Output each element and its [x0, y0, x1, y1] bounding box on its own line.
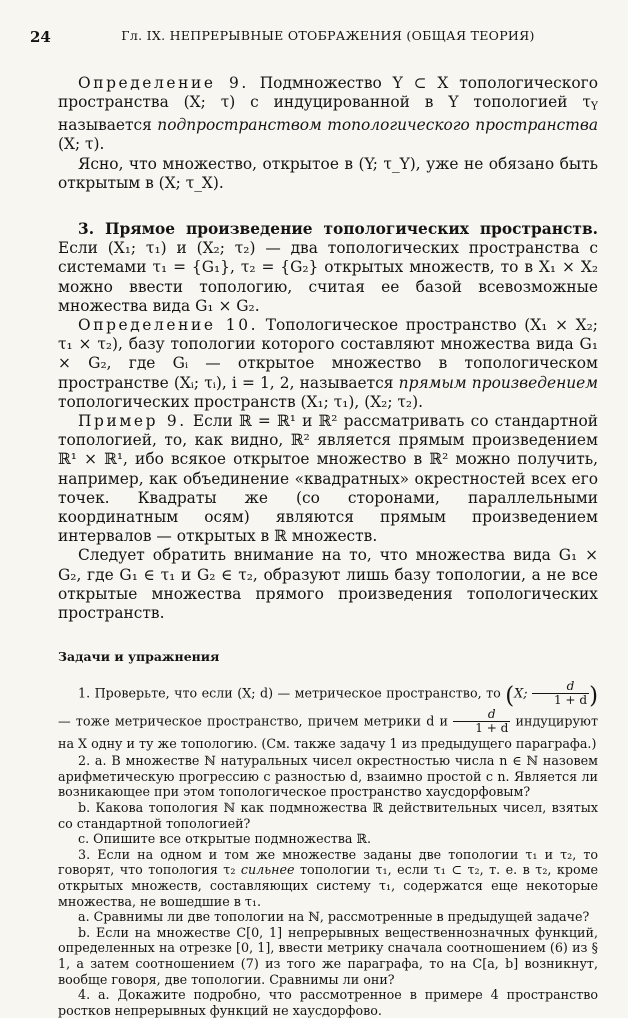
page-header — [30, 28, 598, 50]
exercise-3a: а. Сравнимы ли две топологии на ℕ, рассмотренные в предыдущей задаче? — [78, 909, 590, 925]
definition-10-term: прямым произведением — [398, 373, 598, 392]
exercise-3-term: сильнее — [240, 862, 295, 878]
definition-9: Определение 9. Подмножество Y ⊂ X топологического пространства (X; τ) с индуцированной в Y топологией $\tau_Y$ называется подпространством топологического пространства (X; τ). — [58, 74, 598, 154]
basis-note: Следует обратить внимание на то, что множества вида G₁ × G₂, где G₁ ∈ τ₁ и G₂ ∈ τ₂, образуют лишь базу топологии, а не все открытые множества прямого произведения топологических пространств. — [58, 546, 598, 622]
exercise-2b: b. Какова топология ℕ как подмножества ℝ действительных чисел, взятых со стандартной топологией? — [58, 800, 598, 831]
exercise-2c: c. Опишите все открытые подмножества ℝ. — [78, 831, 372, 847]
exercise-1: 1. Проверьте, что если (X; d) — метрическое пространство, то (X; $\frac{d}{1 + d}$ ) — тоже метрическое пространство, причем метрики d и $\frac{d}{1 + d}$ индуцируют на X одну и ту же топологию. (См. также задачу 1 из предыдущего параграфа.) — [58, 679, 598, 752]
exercises-heading: Задачи и упражнения — [58, 649, 220, 665]
running-title: Гл. IX. НЕПРЕРЫВНЫЕ ОТОБРАЖЕНИЯ (ОБЩАЯ ТЕОРИЯ) — [121, 28, 535, 43]
definition-9-term: подпространством топологического пространства — [157, 116, 598, 135]
definition-9-label: Определение 9. — [78, 74, 249, 92]
fraction: $\frac{d}{1 + d}$ — [532, 680, 589, 708]
example-9-label: Пример 9. — [78, 411, 187, 430]
exercise-3: 3. Если на одном и том же множестве заданы две топологии τ₁ и τ₂, то говорят, что топология τ₂ сильнее топологии τ₁, если τ₁ ⊂ τ₂, т. е. в τ₂, кроме открытых множеств, составляющих систему τ₁, содержатся еще некоторые множества, не вошедшие в τ₁. — [58, 846, 598, 909]
exercise-2a: 2. а. В множестве ℕ натуральных чисел окрестностью числа n ∈ ℕ назовем арифметическую прогрессию с разностью d, взаимно простой с n. Является ли возникающее при этом топологическое пространство хаусдорфовым? — [58, 753, 598, 800]
page-number: 24 — [30, 28, 51, 46]
definition-9-note: Ясно, что множество, открытое в (Y; τ_Y), уже не обязано быть открытым в (X; τ_X). — [58, 154, 598, 192]
section-3-title: 3. Прямое произведение топологических пространств. — [78, 219, 598, 238]
example-9: Пример 9. Если ℝ = ℝ¹ и ℝ² рассматривать со стандартной топологией, то, как видно, ℝ² является прямым произведением ℝ¹ × ℝ¹, ибо всякое открытое множество в ℝ² можно получить, например, как объединение «квадратных» окрестностей всех его точек. Квадраты же (со сторонами, параллельными координатным осям) являются прямым произведением интервалов — открытых в ℝ множеств. — [58, 411, 598, 546]
definition-10-label: Определение 10. — [78, 315, 259, 334]
section-3: 3. Прямое произведение топологических пространств. Если (X₁; τ₁) и (X₂; τ₂) — два топологических пространства с системами τ₁ = {G₁}, τ₂ = {G₂} открытых множеств, то в X₁ × X₂ можно ввести топологию, считая ее базой всевозможные множества вида G₁ × G₂. — [58, 219, 598, 315]
exercise-3b: b. Если на множестве C[0, 1] непрерывных вещественнозначных функций, определенных на отрезке [0, 1], ввести метрику сначала соотношением (6) из § 1, а затем соотношением (7) из того же параграфа, то на C[a, b] возникнут, вообще говоря, две топологии. Сравнимы ли они? — [58, 924, 598, 987]
fraction: $\frac{d}{1 + d}$ — [453, 708, 510, 736]
exercise-4a: 4. а. Докажите подробно, что рассмотренное в примере 4 пространство ростков непрерывных функций не хаусдорфово. — [58, 987, 598, 1018]
definition-10: Определение 10. Топологическое пространство (X₁ × X₂; τ₁ × τ₂), базу топологии которого составляют множества вида G₁ × G₂, где Gᵢ — открытое множество в топологическом пространстве (Xᵢ; τᵢ), i = 1, 2, называется прямым произведением топологических пространств (X₁; τ₁), (X₂; τ₂). — [58, 315, 598, 411]
